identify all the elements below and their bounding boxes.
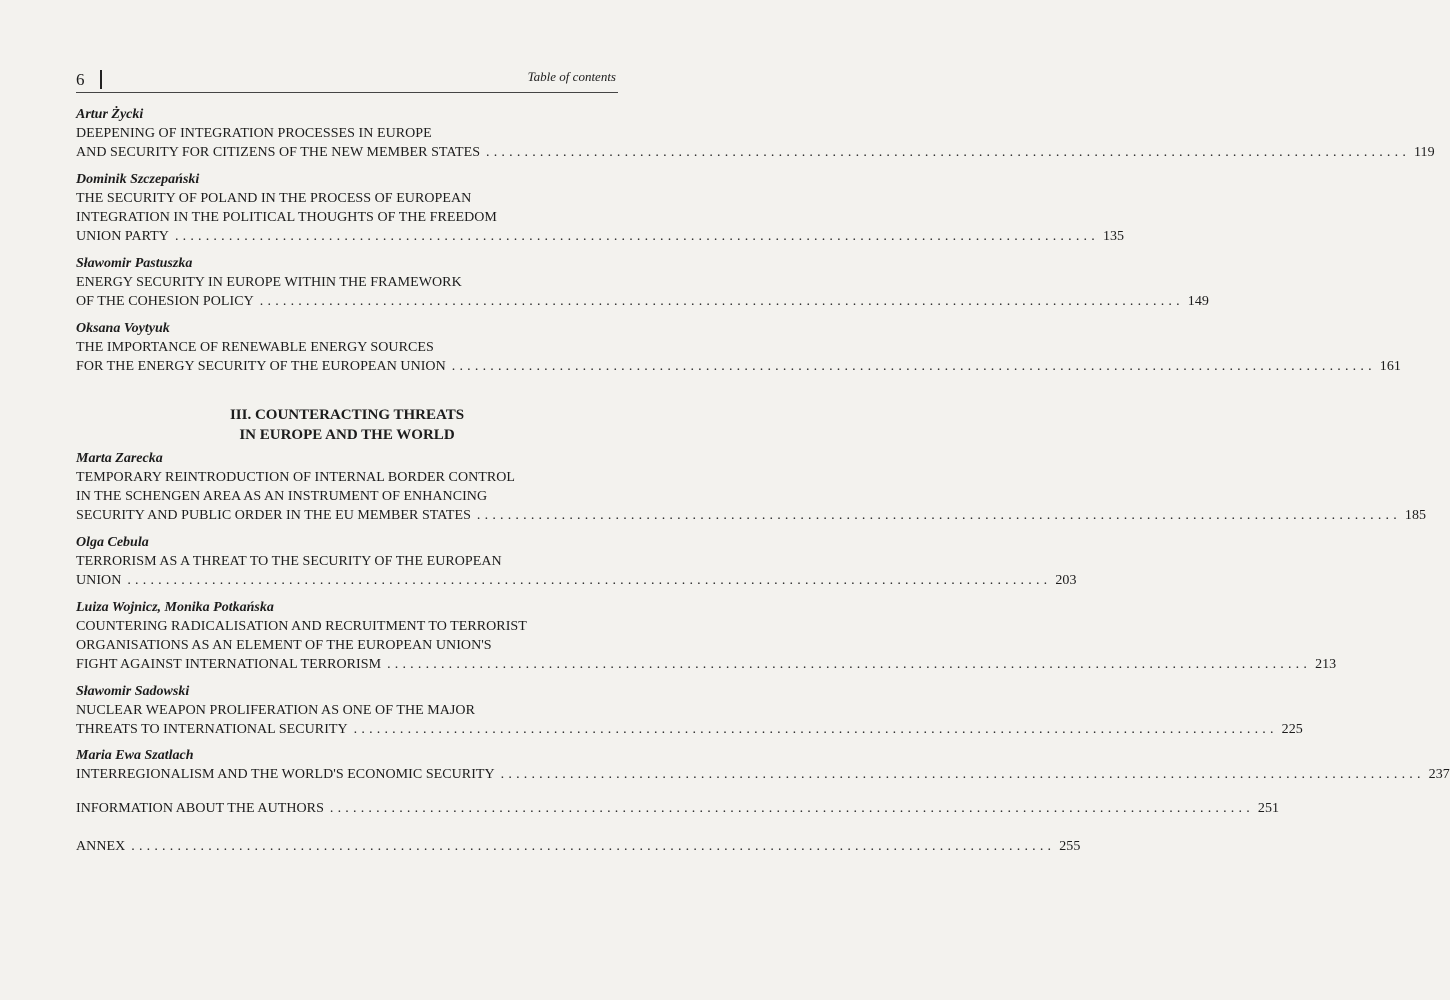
dot-leader: ........................................................................................................................ (353, 722, 1278, 737)
toc-author: Sławomir Sadowski (76, 684, 190, 699)
toc-title-line (76, 720, 1303, 739)
dot-leader: ........................................................................................................................ (476, 508, 1401, 523)
dot-leader: ........................................................................................................................ (486, 145, 1411, 160)
toc-entry (76, 534, 1077, 590)
toc-title-line: DEEPENING OF INTEGRATION PROCESSES IN EUROPE (76, 126, 432, 141)
toc-title-line: THE IMPORTANCE OF RENEWABLE ENERGY SOURCES (76, 340, 434, 355)
toc-author: Maria Ewa Szatlach (76, 748, 194, 763)
toc-title-line (76, 837, 1081, 856)
toc-title-line (76, 571, 1077, 590)
toc-page-number: 225 (1281, 722, 1303, 737)
toc-title-text: THREATS TO INTERNATIONAL SECURITY (76, 722, 348, 737)
dot-leader: ........................................................................................................................ (131, 839, 1056, 854)
toc-title-line (76, 765, 1450, 784)
toc-entry (76, 747, 1450, 784)
toc-entry (76, 450, 1427, 525)
toc-title-line: ENERGY SECURITY IN EUROPE WITHIN THE FRAMEWORK (76, 275, 462, 290)
toc-title-line: THE SECURITY OF POLAND IN THE PROCESS OF EUROPEAN (76, 191, 472, 206)
toc-title-text: OF THE COHESION POLICY (76, 294, 254, 309)
toc-author: Dominik Szczepański (76, 172, 200, 187)
toc-title-line (76, 799, 1280, 818)
toc-title-text: FOR THE ENERGY SECURITY OF THE EUROPEAN UNION (76, 359, 446, 374)
toc-title-text: FIGHT AGAINST INTERNATIONAL TERRORISM (76, 657, 382, 672)
toc-page-number: 135 (1102, 229, 1125, 244)
toc-title-line (76, 506, 1427, 525)
dot-leader: ........................................................................................................................ (500, 767, 1425, 782)
toc-title-line (76, 655, 1337, 674)
toc-page-number: 237 (1428, 767, 1450, 782)
toc-title-line (76, 143, 1435, 162)
dot-leader: ........................................................................................................................ (127, 573, 1052, 588)
toc-title-text: UNION (76, 573, 122, 588)
header-rule (76, 92, 618, 93)
toc-author: Oksana Voytyuk (76, 321, 170, 336)
section-heading (76, 405, 618, 445)
dot-leader: ........................................................................................................................ (387, 657, 1312, 672)
toc-title-text: AND SECURITY FOR CITIZENS OF THE NEW MEMBER STATES (76, 145, 481, 160)
toc-page-number: 203 (1055, 573, 1077, 588)
page-header (76, 66, 618, 90)
toc-title-text: UNION PARTY (76, 229, 169, 244)
toc-page-number: 161 (1379, 359, 1401, 374)
toc-entry (76, 683, 1303, 739)
toc-title-line (76, 227, 1125, 246)
toc-page-number: 251 (1257, 801, 1280, 816)
toc-title-text: SECURITY AND PUBLIC ORDER IN THE EU MEMBER STATES (76, 508, 471, 523)
toc-page-number: 255 (1059, 839, 1081, 854)
toc-title-line (76, 292, 1209, 311)
dot-leader: ........................................................................................................................ (451, 359, 1376, 374)
dot-leader: ........................................................................................................................ (174, 229, 1099, 244)
toc-entry (76, 320, 1401, 376)
toc-page-number: 185 (1404, 508, 1427, 523)
page-number: 6 (76, 70, 85, 89)
running-title: Table of contents (527, 69, 616, 84)
toc-page-number: 119 (1414, 145, 1435, 160)
section-heading-line: III. COUNTERACTING THREATS (229, 407, 465, 423)
header-divider (100, 70, 102, 89)
toc-title-line: TEMPORARY REINTRODUCTION OF INTERNAL BORDER CONTROL (76, 470, 516, 485)
toc-title-text: INTERREGIONALISM AND THE WORLD'S ECONOMIC SECURITY (76, 767, 495, 782)
section-heading-line: IN EUROPE AND THE WORLD (239, 427, 455, 443)
dot-leader: ........................................................................................................................ (259, 294, 1184, 309)
toc-title-line: INTEGRATION IN THE POLITICAL THOUGHTS OF THE FREEDOM (76, 210, 497, 225)
toc-author: Artur Życki (76, 107, 144, 122)
toc-title-line: IN THE SCHENGEN AREA AS AN INSTRUMENT OF ENHANCING (76, 489, 488, 504)
toc-entry (76, 255, 1209, 311)
toc-entry (76, 171, 1125, 246)
toc-author: Marta Zarecka (76, 451, 163, 466)
toc-title-line: COUNTERING RADICALISATION AND RECRUITMENT TO TERRORIST (76, 619, 527, 634)
toc-author: Sławomir Pastuszka (76, 256, 193, 271)
dot-leader: ........................................................................................................................ (329, 801, 1254, 816)
toc-author: Olga Cebula (76, 535, 149, 550)
toc-page-number: 149 (1187, 294, 1209, 309)
toc-title-text: ANNEX (76, 839, 126, 854)
toc-title-text: INFORMATION ABOUT THE AUTHORS (76, 801, 324, 816)
toc-entry (76, 599, 1337, 674)
toc-title-line: TERRORISM AS A THREAT TO THE SECURITY OF THE EUROPEAN (76, 554, 502, 569)
toc-entry (76, 837, 1081, 856)
toc-entry (76, 106, 1435, 162)
toc-page-number: 213 (1315, 657, 1337, 672)
toc-title-line: NUCLEAR WEAPON PROLIFERATION AS ONE OF THE MAJOR (76, 703, 475, 718)
toc-entry (76, 799, 1280, 818)
toc-title-line: ORGANISATIONS AS AN ELEMENT OF THE EUROPEAN UNION'S (76, 638, 492, 653)
toc-author: Luiza Wojnicz, Monika Potkańska (76, 600, 274, 615)
toc-title-line (76, 357, 1401, 376)
